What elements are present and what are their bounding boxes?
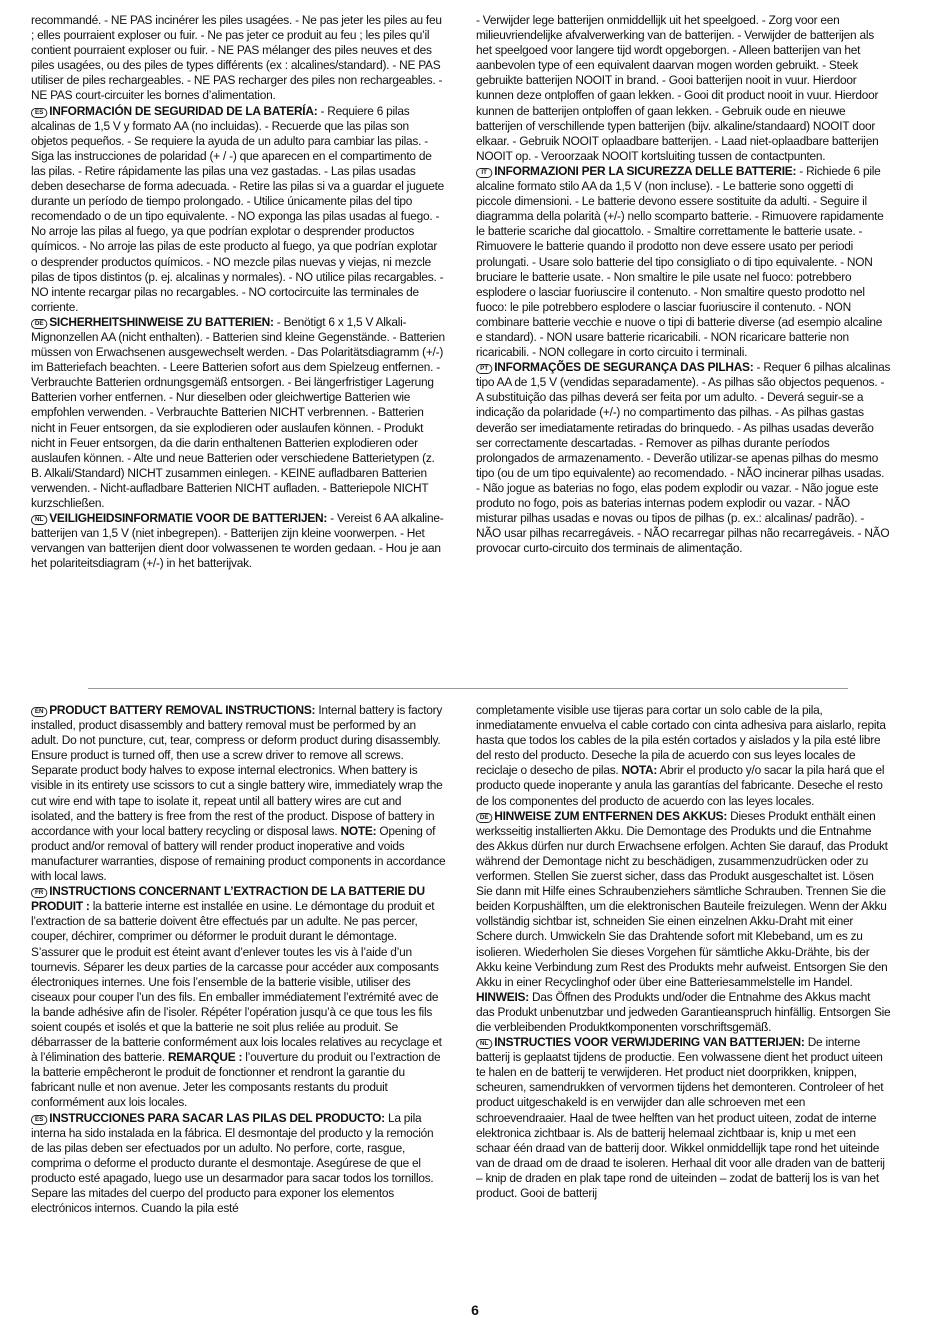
es-battery-removal-continued [476,703,891,809]
bottom-left-column [31,703,446,1216]
en-battery-removal-body: Internal battery is factory installed, product disassembly and battery removal must be performed by an adult. Do not puncture, cut, tear, compress or deform product during disassembly. Ensure product is turned off, then use a screw driver to remove all screws. Separate product body halves to expose internal electronics. When battery is visible in its entirety use scissors to cut a single battery wire, immediately wrap the cut wire end with tape to isolate it, repeat until all battery wires are cut and isolated, and the battery is free from the rest of the product. Dispose of battery in accordance with your local battery recycling or disposal laws. [31,703,443,838]
de-removal-language-badge: DE [476,813,492,823]
en-note-label: NOTE: [340,823,377,838]
pt-battery-safety-body: - Requer 6 pilhas alcalinas tipo AA de 1,5 V (vendidas separadamente). - As pilhas são objectos pequenos. - A substituição das pilhas deverá ser feita por um adulto. - Deverá seguir-se a indicação da polaridade (+/-) no compartimento das pilhas. - As pilhas gastas deverão ser imediatamente retiradas do brinquedo. - As pilhas usadas deverão ser correctamente descartadas. - Remover as pilhas durante períodos prolongados de armazenamento. - Deverão utilizar-se apenas pilhas do mesmo tipo (ou de um tipo equivalente) ao recomendado. - NÃO incinerar pilhas usadas. - Não jogue as baterias no fogo, elas podem explodir ou vazar. - Não jogue este produto no fogo, pois as baterias internas podem explodir ou vazar. - NÃO misturar pilhas usadas e novas ou tipos de pilhas (p. ex.: alcalinas/ padrão). - NÃO usar pilhas recarregáveis. - NÃO recarregar pilhas não recarregáveis. - NÃO provocar curto-circuito dos terminais de alimentação. [476,360,891,556]
nl-battery-removal-body: De interne batterij is geplaatst tijdens de productie. Een volwassene dient het product uiteen te halen en de batterij te verwijderen. Het product niet doorprikken, knippen, scheuren, samendrukken of vervormen tijdens het demonteren. Controleer of het product uitgeschakeld is en verwijder dan alle schroeven met een schroevendraaier. Haal de twee helften van het product uiteen, zodat de interne elektronica zichtbaar is. Als de batterij helemaal zichtbaar is, knip u met een schaar één draad van de batterij door. Wikkel onmiddellijk tape rond het uiteinde van de draad om de draad te isoleren. Herhaal dit voor alle draden van de batterij – knip de draden en plak tape rond de uiteinden – zodat de batterij los is van het product. Gooi de batterij [476,1035,885,1200]
top-right-column [476,13,891,556]
de-battery-removal [476,809,891,1035]
page-number: 6 [471,1302,479,1318]
nl-battery-safety-continued: - Verwijder lege batterijen onmiddellijk uit het speelgoed. - Zorg voor een milieuvriendelijke afvalverwerking van de batterijen. - Verwijder de batterijen als het speelgoed voor langere tijd wordt opgeborgen. - Alleen batterijen van het aanbevolen type of een equivalent daarvan mogen worden gebruikt. - Steek gebruikte batterijen NOOIT in brand. - Gooi batterijen nooit in vuur. Hierdoor kunnen deze ontploffen of gaan lekken. - Gooi dit product nooit in vuur. Hierdoor kunnen de batterijen ontploffen of gaan lekken. - Gebruik oude en nieuwe batterijen of verschillende typen batterijen (bijv. alkaline/standaard) NOOIT door elkaar. - Gebruik NOOIT oplaadbare batterijen. - Laad niet-oplaadbare batterijen NOOIT op. - Veroorzaak NOOIT kortsluiting tussen de contactpunten. [476,13,879,163]
de-battery-safety-body: - Benötigt 6 x 1,5 V Alkali-Mignonzellen AA (nicht enthalten). - Batterien sind kleine Gegenstände. - Batterien müssen von Erwachsenen ausgewechselt werden. - Das Polaritätsdiagramm (+/-) im Batteriefach beachten. - Leere Batterien sofort aus dem Spielzeug entfernen. - Verbrauchte Batterien ordnungsgemäß entsorgen. - Bei längerfristiger Lagerung Batterien vorher entfernen. - Nur dieselben oder gleichwertige Batterien wie empfohlen verwenden. - Verbrauchte Batterien NICHT verbrennen. - Batterien nicht in Feuer entsorgen, da sie explodieren oder auslaufen können. - Produkt nicht in Feuer entsorgen, da die darin enthaltenen Batterien explodieren oder auslaufen können. - Alte und neue Batterien oder verschiedene Batterietypen (z. B. Alkali/Standard) NICHT zusammen einlegen. - KEINE aufladbaren Batterien verwenden. - Nicht-aufladbare Batterien NICHT aufladen. - Batteriepole NICHT kurzschließen. [31,314,445,510]
de-battery-removal-body: Dieses Produkt enthält einen werksseitig installierten Akku. Die Demontage des Produkts und die Entnahme des Akkus dürfen nur durch Erwachsene erfolgen. Achten Sie darauf, das Produkt während der Demontage nicht zu beschädigen, zusammenzudrücken oder zu verformen. Stellen Sie zuerst sicher, dass das Produkt ausgeschaltet ist. Lösen Sie dann mit Hilfe eines Schraubenziehers sämtliche Schrauben. Trennen Sie die beiden Korpushälften, um die elektronischen Bauteile freizulegen. Wenn der Akku vollständig sichtbar ist, schneiden Sie einen einzelnen Akku-Draht mit einer Schere durch. Umwickeln Sie das Drahtende sofort mit Klebeband, um es zu isolieren. Wiederholen Sie dieses Vorgehen für sämtliche Akku-Drähte, bis der Akku keine Verbindung zum Rest des Produkts mehr aufweist. Entsorgen Sie den Akku in einer Recyclinghof oder über eine Batteriesammelstelle im Handel. [476,808,888,989]
es-note-body: Abrir el producto y/o sacar la pila hará que el producto quede inoperante y anula las garantías del fabricante. Deseche el resto de los componentes del producto de acuerdo con las leyes locales. [476,763,885,808]
nl-removal-language-badge: NL [476,1039,492,1049]
pt-language-badge: PT [476,364,492,374]
bottom-right-column [476,703,891,1201]
section-divider [88,688,848,689]
es-note-label: NOTA: [621,763,658,778]
fr-battery-removal-heading: INSTRUCTIONS CONCERNANT L’EXTRACTION DE LA BATTERIE DU PRODUIT : [31,884,425,914]
fr-note-body: l’ouverture du produit ou l’extraction de la batterie empêcheront le produit de fonctionner et rendront la garantie du fabricant nulle et non avenue. Jeter les composants restants du produit conformément aux lois locales. [31,1050,441,1110]
en-battery-removal-heading: PRODUCT BATTERY REMOVAL INSTRUCTIONS: [49,703,316,717]
pt-battery-safety-heading: INFORMAÇÕES DE SEGURANÇA DAS PILHAS: [494,360,754,375]
de-battery-safety [31,315,446,511]
es-removal-continued-body: completamente visible use tijeras para cortar un solo cable de la pila, inmediatamente envuelva el cable cortado con cinta adhesiva para aislarlo, repita hasta que todos los cables de la pila estén cortados y aislados y la pila esté libre del resto del producto. Deseche la pila de acuerdo con sus leyes locales de reciclaje o desecho de pilas. [476,703,886,778]
de-note-body: Das Öffnen des Produkts und/oder die Entnahme des Akkus macht das Produkt unbenutzbar und jedweden Garantieanspruch hinfällig. Entsorgen Sie die verbleibenden Produktkomponenten vorschriftsgemäß. [476,989,891,1034]
pt-battery-safety [476,360,891,556]
en-battery-removal [31,703,446,884]
nl-language-badge: NL [31,515,47,525]
it-battery-safety-body: - Richiede 6 pile alcaline formato stilo AA da 1,5 V (non incluse). - Le batterie sono oggetti di piccole dimensioni. - Le batterie devono essere sostituite da adulti. - Seguire il diagramma della polarità (+/-) nello scomparto batterie. - Rimuovere rapidamente le batterie scariche dal giocattolo. - Smaltire correttamente le batterie usate. - Rimuovere le batterie quando il prodotto non deve essere usato per periodi prolungati. - Usare solo batterie del tipo consigliato o di tipo equivalente. - NON bruciare le batterie usate. - Non smaltire le pile usate nel fuoco: potrebbero esplodere o lasciar fuoriuscire il contenuto. - Non smaltire questo prodotto nel fuoco: le pile potrebbero esplodere o lasciar fuoriuscire il contenuto. - NON combinare batterie vecchie e nuove o tipi di batterie diverse (ad esempio alcaline e standard). - NON usare batterie ricaricabili. - NON ricaricare batterie non ricaricabili. - NON collegare in corto circuito i terminali. [476,163,884,360]
es-battery-safety-heading: INFORMACIÓN DE SEGURIDAD DE LA BATERÍA: [49,103,318,118]
fr-battery-removal-body: la batterie interne est installée en usine. Le démontage du produit et l’extraction de sa batterie doivent être effectués par un adulte. Ne pas percer, couper, déchirer, comprimer ou déformer le produit durant le démontage. S’assurer que le produit est éteint avant d’enlever toutes les vis à l’aide d’un tournevis. Séparer les deux parties de la carcasse pour accéder aux composants électroniques internes. Une fois l’ensemble de la batterie visible, utiliser des ciseaux pour couper l’un des fils. En emballer immédiatement l’extrémité avec de la bande adhésive afin de l’isoler. Répéter l’opération jusqu’à ce que tous les fils soient coupés et isolés et que la batterie ne soit plus reliée au produit. Se débarrasser de la batterie conformément aux lois locales relatives au recyclage et à l’élimination des batterie. [31,899,442,1065]
de-battery-removal-heading: HINWEISE ZUM ENTFERNEN DES AKKUS: [494,808,728,823]
it-language-badge: IT [476,168,492,178]
nl-battery-removal-heading: INSTRUCTIES VOOR VERWIJDERING VAN BATTERIJEN: [494,1035,805,1050]
es-battery-removal [31,1111,446,1217]
fr-battery-removal [31,884,446,1110]
de-language-badge: DE [31,319,47,329]
fr-language-badge: FR [31,888,47,898]
nl-battery-safety [31,511,446,571]
nl-battery-removal [476,1035,891,1201]
es-removal-language-badge: ES [31,1115,47,1125]
es-battery-removal-heading: INSTRUCCIONES PARA SACAR LAS PILAS DEL PRODUCTO: [49,1110,385,1125]
it-battery-safety [476,164,891,360]
es-battery-safety [31,104,446,315]
nl-battery-safety-heading: VEILIGHEIDSINFORMATIE VOOR DE BATTERIJEN: [49,511,328,526]
top-left-column [31,13,446,571]
en-note-body: Opening of product and/or removal of battery will render product inoperative and voids manufacturer warranties, dispose of remaining product components in accordance with local laws. [31,823,446,884]
fr-note-label: REMARQUE : [167,1050,243,1065]
fr-battery-safety-continued: recommandé. - NE PAS incinérer les piles usagées. - Ne pas jeter les piles au feu ; elles pourraient exploser ou fuir. - Ne pas jeter ce produit au feu ; les piles qu’il contient pourraient exploser ou fuir. - NE PAS mélanger des piles neuves et des piles usagées, ou des piles de types différents (ex : alcalines/standard). - NE PAS utiliser de piles rechargeables. - NE PAS recharger des piles non rechargeables. - NE PAS court-circuiter les bornes d’alimentation. [31,13,443,103]
it-battery-safety-heading: INFORMAZIONI PER LA SICUREZZA DELLE BATTERIE: [494,163,797,178]
es-battery-removal-body: La pila interna ha sido instalada en la fábrica. El desmontaje del producto y la remoción de las pilas deben ser efectuados por un adulto. No perfore, corte, rasgue, comprima o deforme el producto durante el desmontaje. Asegúrese de que el producto esté apagado, luego use un desarmador para sacar todos los tornillos. Separe las mitades del cuerpo del producto para exponer los elementos electrónicos internos. Cuando la pila esté [31,1110,434,1216]
nl-battery-safety-body: - Vereist 6 AA alkaline-batterijen van 1,5 V (niet inbegrepen). - Batterijen zijn kleine voorwerpen. - Het vervangen van batterijen dient door volwassenen te worden gedaan. - Hou je aan het polariteitsdiagram (+/-) in het batterijvak. [31,511,444,571]
es-language-badge: ES [31,108,47,118]
en-language-badge: EN [31,707,47,717]
es-battery-safety-body: - Requiere 6 pilas alcalinas de 1,5 V y formato AA (no incluidas). - Recuerde que las pilas son objetos pequeños. - Se requiere la ayuda de un adulto para cambiar las pilas. - Siga las instrucciones de polaridad (+ / -) que aparecen en el compartimento de las pilas. - Retire rápidamente las pilas una vez gastadas. - Las pilas usadas deben desecharse de forma adecuada. - Retire las pilas si va a guardar el juguete durante un período de tiempo prolongado. - Utilice únicamente pilas del tipo recomendado o de un tipo equivalente. - NO exponga las pilas usadas al fuego. - No arroje las pilas al fuego, ya que podrían explotar o desprender productos químicos. - No arroje las pilas de este producto al fuego, ya que podrían explotar o desprender productos químicos. - NO mezcle pilas nuevas y viejas, ni mezcle pilas de tipos distintos (p. ej. alcalinas y normales). - NO utilice pilas recargables. - NO intente recargar pilas no recargables. - NO cortocircuite las terminales de corriente. [31,103,445,314]
de-note-label: HINWEIS: [476,989,529,1004]
de-battery-safety-heading: SICHERHEITSHINWEISE ZU BATTERIEN: [49,314,274,329]
